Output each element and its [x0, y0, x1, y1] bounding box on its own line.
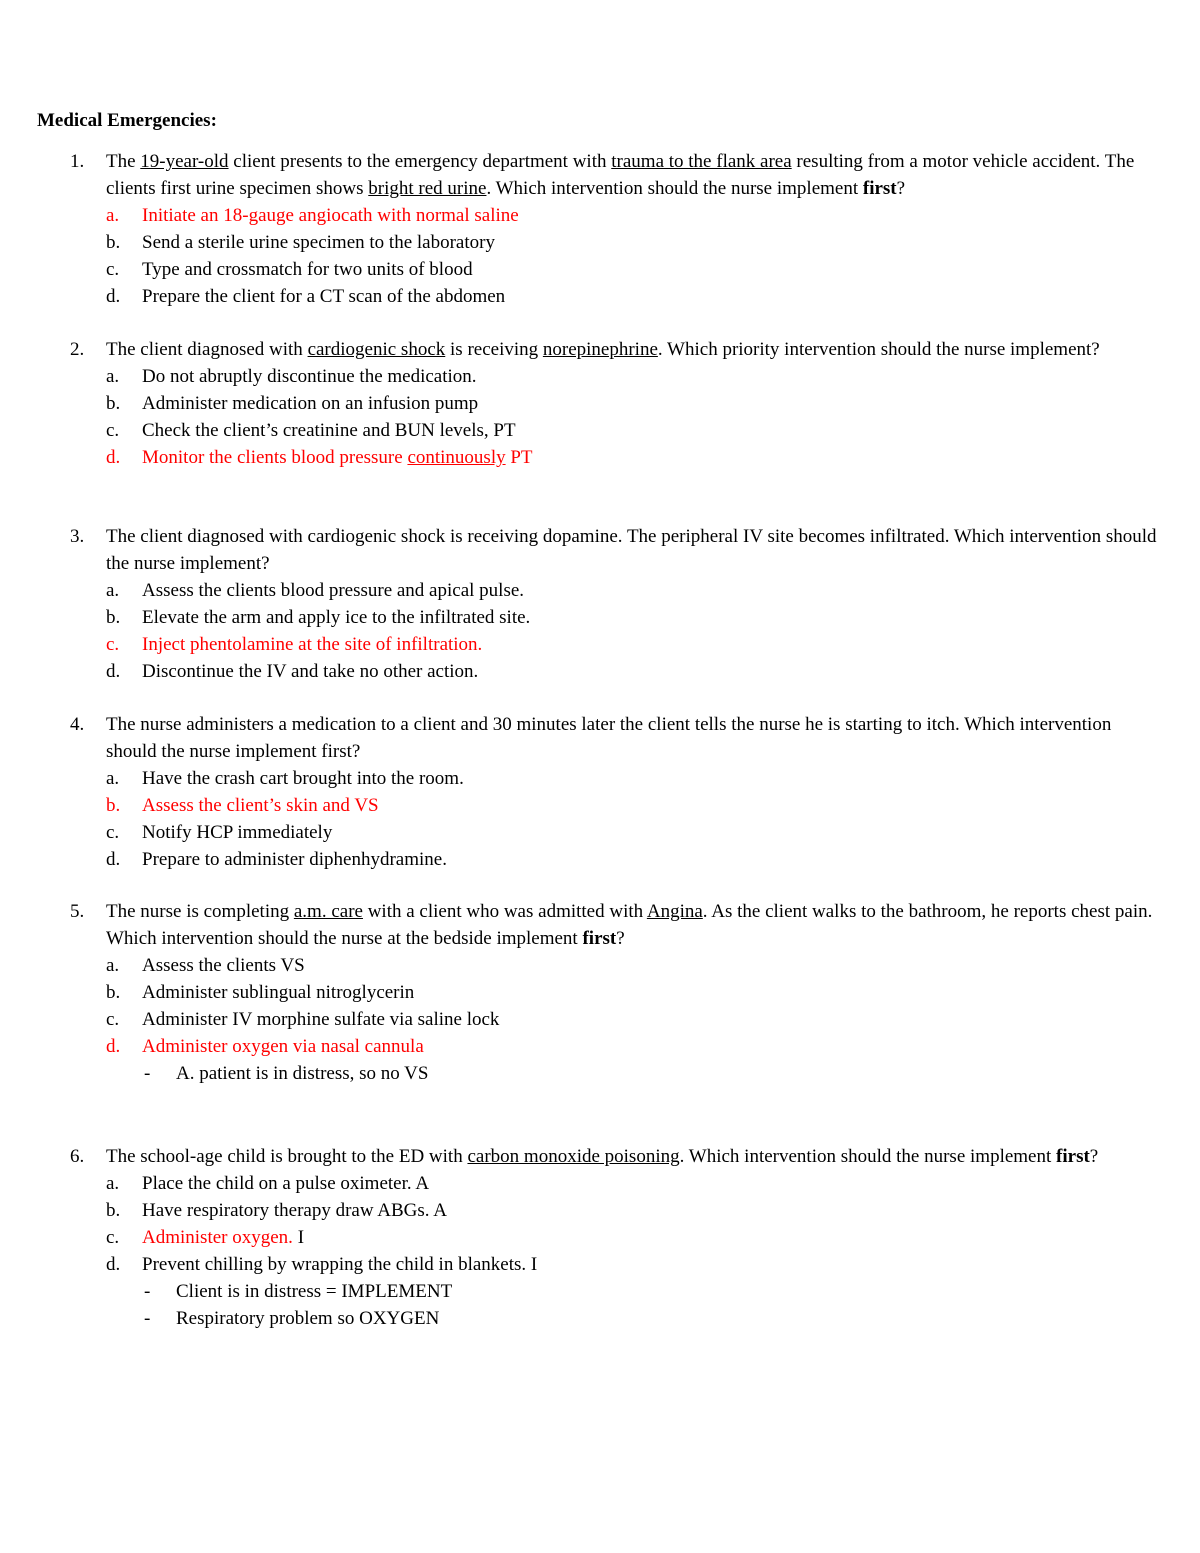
option-list [70, 577, 1165, 685]
option-text: Discontinue the IV and take no other action. [142, 661, 479, 682]
text-run: The nurse administers a medication to a client and 30 minutes later the client tells the nurse he is starting to itch. Which intervention should the nurse implement first? [106, 714, 1112, 762]
option-list [70, 765, 1165, 873]
option-d [106, 1033, 1165, 1060]
rationale-note [70, 1060, 1165, 1087]
question-stem [106, 336, 1165, 363]
question-4 [70, 711, 1165, 873]
note-text: Respiratory problem so OXYGEN [176, 1308, 440, 1329]
option-text: Administer IV morphine sulfate via saline lock [142, 1009, 500, 1030]
text-run: Administer oxygen. [142, 1227, 293, 1248]
option-text: Inject phentolamine at the site of infiltration. [142, 634, 483, 655]
option-b [106, 792, 1165, 819]
option-a [106, 363, 1165, 390]
question-5 [70, 898, 1165, 1087]
option-c [106, 256, 1165, 283]
option-list [70, 952, 1165, 1060]
option-letter: c. [106, 634, 120, 655]
note-text: Client is in distress = IMPLEMENT [176, 1281, 453, 1302]
text-run: . As the client walks to the bathroom, he reports chest pain. Which intervention should the nurse at the bedside implement [106, 901, 1153, 949]
page-title: Medical Emergencies: [37, 110, 217, 131]
option-text: Prepare to administer diphenhydramine. [142, 849, 447, 870]
text-run: The client diagnosed with cardiogenic shock is receiving dopamine. The peripheral IV site becomes infiltrated. Which intervention should the nurse implement? [106, 526, 1157, 574]
note-text: A. patient is in distress, so no VS [176, 1063, 429, 1084]
option-c [106, 417, 1165, 444]
option-text: Initiate an 18-gauge angiocath with normal saline [142, 205, 519, 226]
question-stem [106, 523, 1165, 577]
option-letter: b. [106, 393, 121, 414]
underlined-text: cardiogenic shock [307, 339, 446, 360]
text-run: resulting from a motor vehicle accident. The clients first urine specimen shows [106, 151, 1135, 199]
option-letter: a. [106, 1173, 120, 1194]
text-run: PT [505, 447, 533, 468]
underlined-text: a.m. care [293, 901, 363, 922]
option-letter: d. [106, 286, 121, 307]
option-d [106, 1251, 1165, 1278]
option-letter: b. [106, 607, 121, 628]
option-b [106, 604, 1165, 631]
option-text: Assess the client’s skin and VS [142, 795, 379, 816]
question-number: 4. [70, 714, 85, 735]
text-run: ? [1089, 1146, 1099, 1167]
question-2 [70, 336, 1165, 471]
text-run: Monitor the clients blood pressure [142, 447, 408, 468]
option-c [106, 1224, 1165, 1251]
bullet-dash: - [144, 1281, 151, 1302]
option-b [106, 390, 1165, 417]
option-c [106, 631, 1165, 658]
option-b [106, 229, 1165, 256]
question-3 [70, 523, 1165, 685]
option-text: Administer medication on an infusion pump [142, 393, 479, 414]
bold-text: first [582, 928, 617, 949]
option-c [106, 819, 1165, 846]
underlined-text: carbon monoxide poisoning [467, 1146, 680, 1167]
question-1 [70, 148, 1165, 310]
question-number: 2. [70, 339, 85, 360]
question-stem [106, 148, 1165, 202]
option-letter: d. [106, 447, 121, 468]
option-letter: c. [106, 822, 120, 843]
option-a [106, 202, 1165, 229]
underlined-text: bright red urine [368, 178, 487, 199]
question-number: 5. [70, 901, 85, 922]
option-text: Place the child on a pulse oximeter. A [142, 1173, 430, 1194]
option-letter: b. [106, 1200, 121, 1221]
question-stem [106, 898, 1165, 952]
text-run: . Which intervention should the nurse implement [679, 1146, 1057, 1167]
option-c [106, 1006, 1165, 1033]
option-letter: a. [106, 580, 120, 601]
question-stem [106, 711, 1165, 765]
question-number: 6. [70, 1146, 85, 1167]
text-run: with a client who was admitted with [362, 901, 647, 922]
text-run: . Which intervention should the nurse implement [486, 178, 863, 199]
option-letter: a. [106, 205, 120, 226]
text-run: The nurse is completing [106, 901, 294, 922]
option-letter: c. [106, 420, 120, 441]
bold-text: first [1056, 1146, 1090, 1167]
question-stem [106, 1143, 1165, 1170]
option-list [70, 1170, 1165, 1278]
option-letter: d. [106, 1254, 121, 1275]
bold-text: first [862, 178, 897, 199]
option-a [106, 952, 1165, 979]
option-letter: b. [106, 982, 121, 1003]
underlined-text: norepinephrine [542, 339, 658, 360]
option-text: Administer oxygen via nasal cannula [142, 1036, 424, 1057]
option-list [70, 202, 1165, 310]
option-letter: c. [106, 1009, 120, 1030]
option-a [106, 577, 1165, 604]
option-b [106, 1197, 1165, 1224]
option-letter: c. [106, 1227, 120, 1248]
text-run: The school-age child is brought to the ED with [106, 1146, 468, 1167]
option-text: Prevent chilling by wrapping the child in blankets. I [142, 1254, 538, 1275]
option-d [106, 846, 1165, 873]
option-letter: c. [106, 259, 120, 280]
option-text: Prepare the client for a CT scan of the abdomen [142, 286, 506, 307]
text-run: The [106, 151, 141, 172]
option-text: Notify HCP immediately [142, 822, 333, 843]
option-text: Assess the clients VS [142, 955, 305, 976]
bullet-dash: - [144, 1063, 151, 1084]
option-letter: d. [106, 661, 121, 682]
option-text: Check the client’s creatinine and BUN levels, PT [142, 420, 516, 441]
option-letter: a. [106, 768, 120, 789]
option-text: Administer sublingual nitroglycerin [142, 982, 415, 1003]
question-number: 3. [70, 526, 85, 547]
option-text: Assess the clients blood pressure and apical pulse. [142, 580, 525, 601]
option-text: Do not abruptly discontinue the medication. [142, 366, 477, 387]
underlined-text: Angina [646, 901, 703, 922]
bullet-dash: - [144, 1308, 151, 1329]
question-6 [70, 1143, 1165, 1332]
option-letter: b. [106, 795, 121, 816]
option-a [106, 1170, 1165, 1197]
option-text: Send a sterile urine specimen to the laboratory [142, 232, 495, 253]
question-number: 1. [70, 151, 85, 172]
text-run: I [292, 1227, 305, 1248]
text-run: The client diagnosed with [106, 339, 308, 360]
option-d [106, 658, 1165, 685]
option-letter: a. [106, 366, 120, 387]
option-a [106, 765, 1165, 792]
underlined-text: continuously [407, 447, 506, 468]
text-run: is receiving [445, 339, 543, 360]
text-run: client presents to the emergency department with [228, 151, 612, 172]
option-text: Have respiratory therapy draw ABGs. A [142, 1200, 447, 1221]
option-text: Type and crossmatch for two units of blood [142, 259, 473, 280]
option-d [106, 283, 1165, 310]
option-letter: d. [106, 849, 121, 870]
option-text: Elevate the arm and apply ice to the infiltrated site. [142, 607, 531, 628]
rationale-note [70, 1305, 1165, 1332]
option-d [106, 444, 1165, 471]
text-run: . Which priority intervention should the nurse implement? [657, 339, 1100, 360]
underlined-text: trauma to the flank area [611, 151, 792, 172]
text-run: ? [896, 178, 906, 199]
option-list [70, 363, 1165, 471]
option-b [106, 979, 1165, 1006]
underlined-text: 19-year-old [140, 151, 229, 172]
option-letter: d. [106, 1036, 121, 1057]
option-letter: b. [106, 232, 121, 253]
rationale-note [70, 1278, 1165, 1305]
text-run: ? [616, 928, 625, 949]
option-text: Have the crash cart brought into the room. [142, 768, 464, 789]
option-text [142, 447, 533, 468]
option-letter: a. [106, 955, 120, 976]
option-text [142, 1227, 304, 1248]
